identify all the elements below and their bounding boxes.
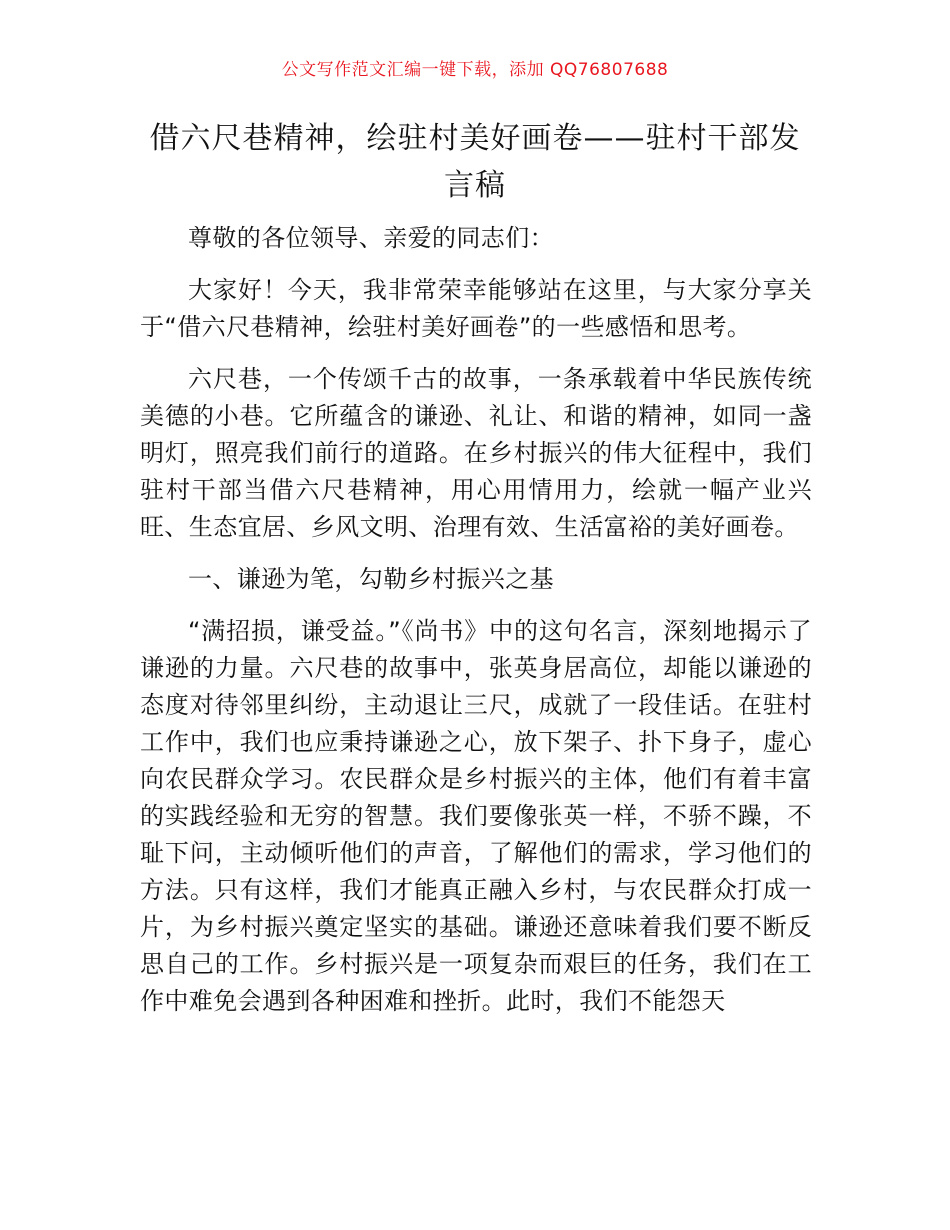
- document-title: 借六尺巷精神，绘驻村美好画卷——驻村干部发言稿: [149, 121, 801, 203]
- paragraph-six-foot-lane: 六尺巷，一个传颂千古的故事，一条承载着中华民族传统美德的小巷。它所蕴含的谦逊、礼让、和谐的精神，如同一盏明灯，照亮我们前行的道路。在乡村振兴的伟大征程中，我们驻村干部当借六尺巷精神，用心用情用力，绘就一幅产业兴旺、生态宜居、乡风文明、治理有效、生活富裕的美好画卷。: [140, 365, 812, 541]
- paragraph-modesty: “满招损，谦受益。”《尚书》中的这句名言，深刻地揭示了谦逊的力量。六尺巷的故事中，张英身居高位，却能以谦逊的态度对待邻里纠纷，主动退让三尺，成就了一段佳话。在驻村工作中，我们也应秉持谦逊之心，放下架子、扑下身子，虚心向农民群众学习。农民群众是乡村振兴的主体，他们有着丰富的实践经验和无穷的智慧。我们要像张英一样，不骄不躁，不耻下问，主动倾听他们的声音，了解他们的需求，学习他们的方法。只有这样，我们才能真正融入乡村，与农民群众打成一片，为乡村振兴奠定坚实的基础。谦逊还意味着我们要不断反思自己的工作。乡村振兴是一项复杂而艰巨的任务，我们在工作中难免会遇到各种困难和挫折。此时，我们不能怨天: [140, 617, 812, 1015]
- salutation: 尊敬的各位领导、亲爱的同志们：: [188, 224, 554, 252]
- download-banner: 公文写作范文汇编一键下载，添加 QQ76807688: [281, 60, 669, 80]
- document-body: [140, 220, 812, 1035]
- section-heading: 一、谦逊为笔，勾勒乡村振兴之基: [188, 565, 554, 593]
- paragraph-greeting: 大家好！今天，我非常荣幸能够站在这里，与大家分享关于“借六尺巷精神，绘驻村美好画卷”的一些感悟和思考。: [140, 276, 812, 341]
